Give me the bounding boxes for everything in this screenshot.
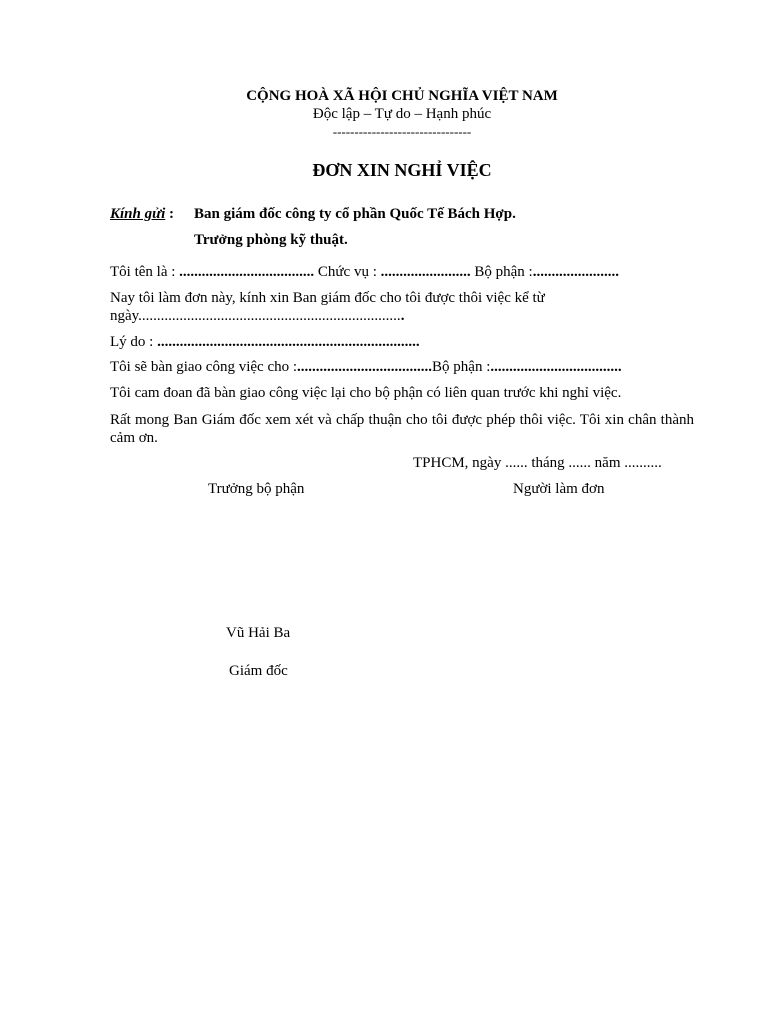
applicant-title: Người làm đơn	[513, 481, 605, 497]
request-end: .	[400, 308, 405, 324]
commitment-line: Tôi cam đoan đã bàn giao công việc lại cho bộ phận có liên quan trước khi nghỉ việc.	[110, 385, 622, 401]
date-line: TPHCM, ngày ...... tháng ...... năm ..........	[413, 455, 662, 471]
name-field: ....................................	[179, 264, 315, 280]
position-label: Chức vụ :	[314, 264, 381, 280]
department-field: .......................	[532, 264, 619, 280]
handover-field: ....................................	[297, 359, 433, 375]
handover-label: Tôi sẽ bàn giao công việc cho :	[110, 359, 298, 375]
department-head-title: Trưởng bộ phận	[208, 481, 305, 497]
handover-line	[110, 359, 622, 376]
recipient-line-1: Ban giám đốc công ty cổ phần Quốc Tế Bách Hợp.	[194, 206, 516, 222]
handover-department-field: ...................................	[490, 359, 622, 375]
request-line-2-group	[110, 308, 404, 325]
department-label: Bộ phận :	[470, 264, 533, 280]
recipient-line-2: Trưởng phòng kỹ thuật.	[194, 232, 348, 248]
request-line-2: ngày......................................................................	[110, 308, 401, 324]
position-field: ........................	[380, 264, 471, 280]
signer-role: Giám đốc	[229, 663, 288, 679]
request-line-1: Nay tôi làm đơn này, kính xin Ban giám đốc cho tôi được thôi việc kể từ	[110, 290, 545, 306]
recipient-colon: :	[165, 206, 175, 222]
header-separator: --------------------------------	[332, 124, 472, 139]
reason-label: Lý do :	[110, 334, 158, 350]
personal-info-line	[110, 264, 619, 281]
country-heading: CỘNG HOÀ XÃ HỘI CHỦ NGHĨA VIỆT NAM	[246, 88, 558, 104]
motto-line: Độc lập – Tự do – Hạnh phúc	[312, 106, 492, 122]
reason-field: ......................................................................	[157, 334, 420, 350]
recipient-label-group	[110, 206, 174, 223]
name-label: Tôi tên là :	[110, 264, 180, 280]
reason-line	[110, 334, 420, 351]
recipient-label: Kính gửi	[110, 206, 166, 222]
document-title: ĐƠN XIN NGHỈ VIỆC	[312, 160, 492, 180]
handover-department-label: Bộ phận :	[432, 359, 491, 375]
closing-paragraph: Rất mong Ban Giám đốc xem xét và chấp thuận cho tôi được phép thôi việc. Tôi xin chân thành cảm ơn.	[110, 412, 694, 446]
signer-name: Vũ Hải Ba	[226, 625, 291, 641]
